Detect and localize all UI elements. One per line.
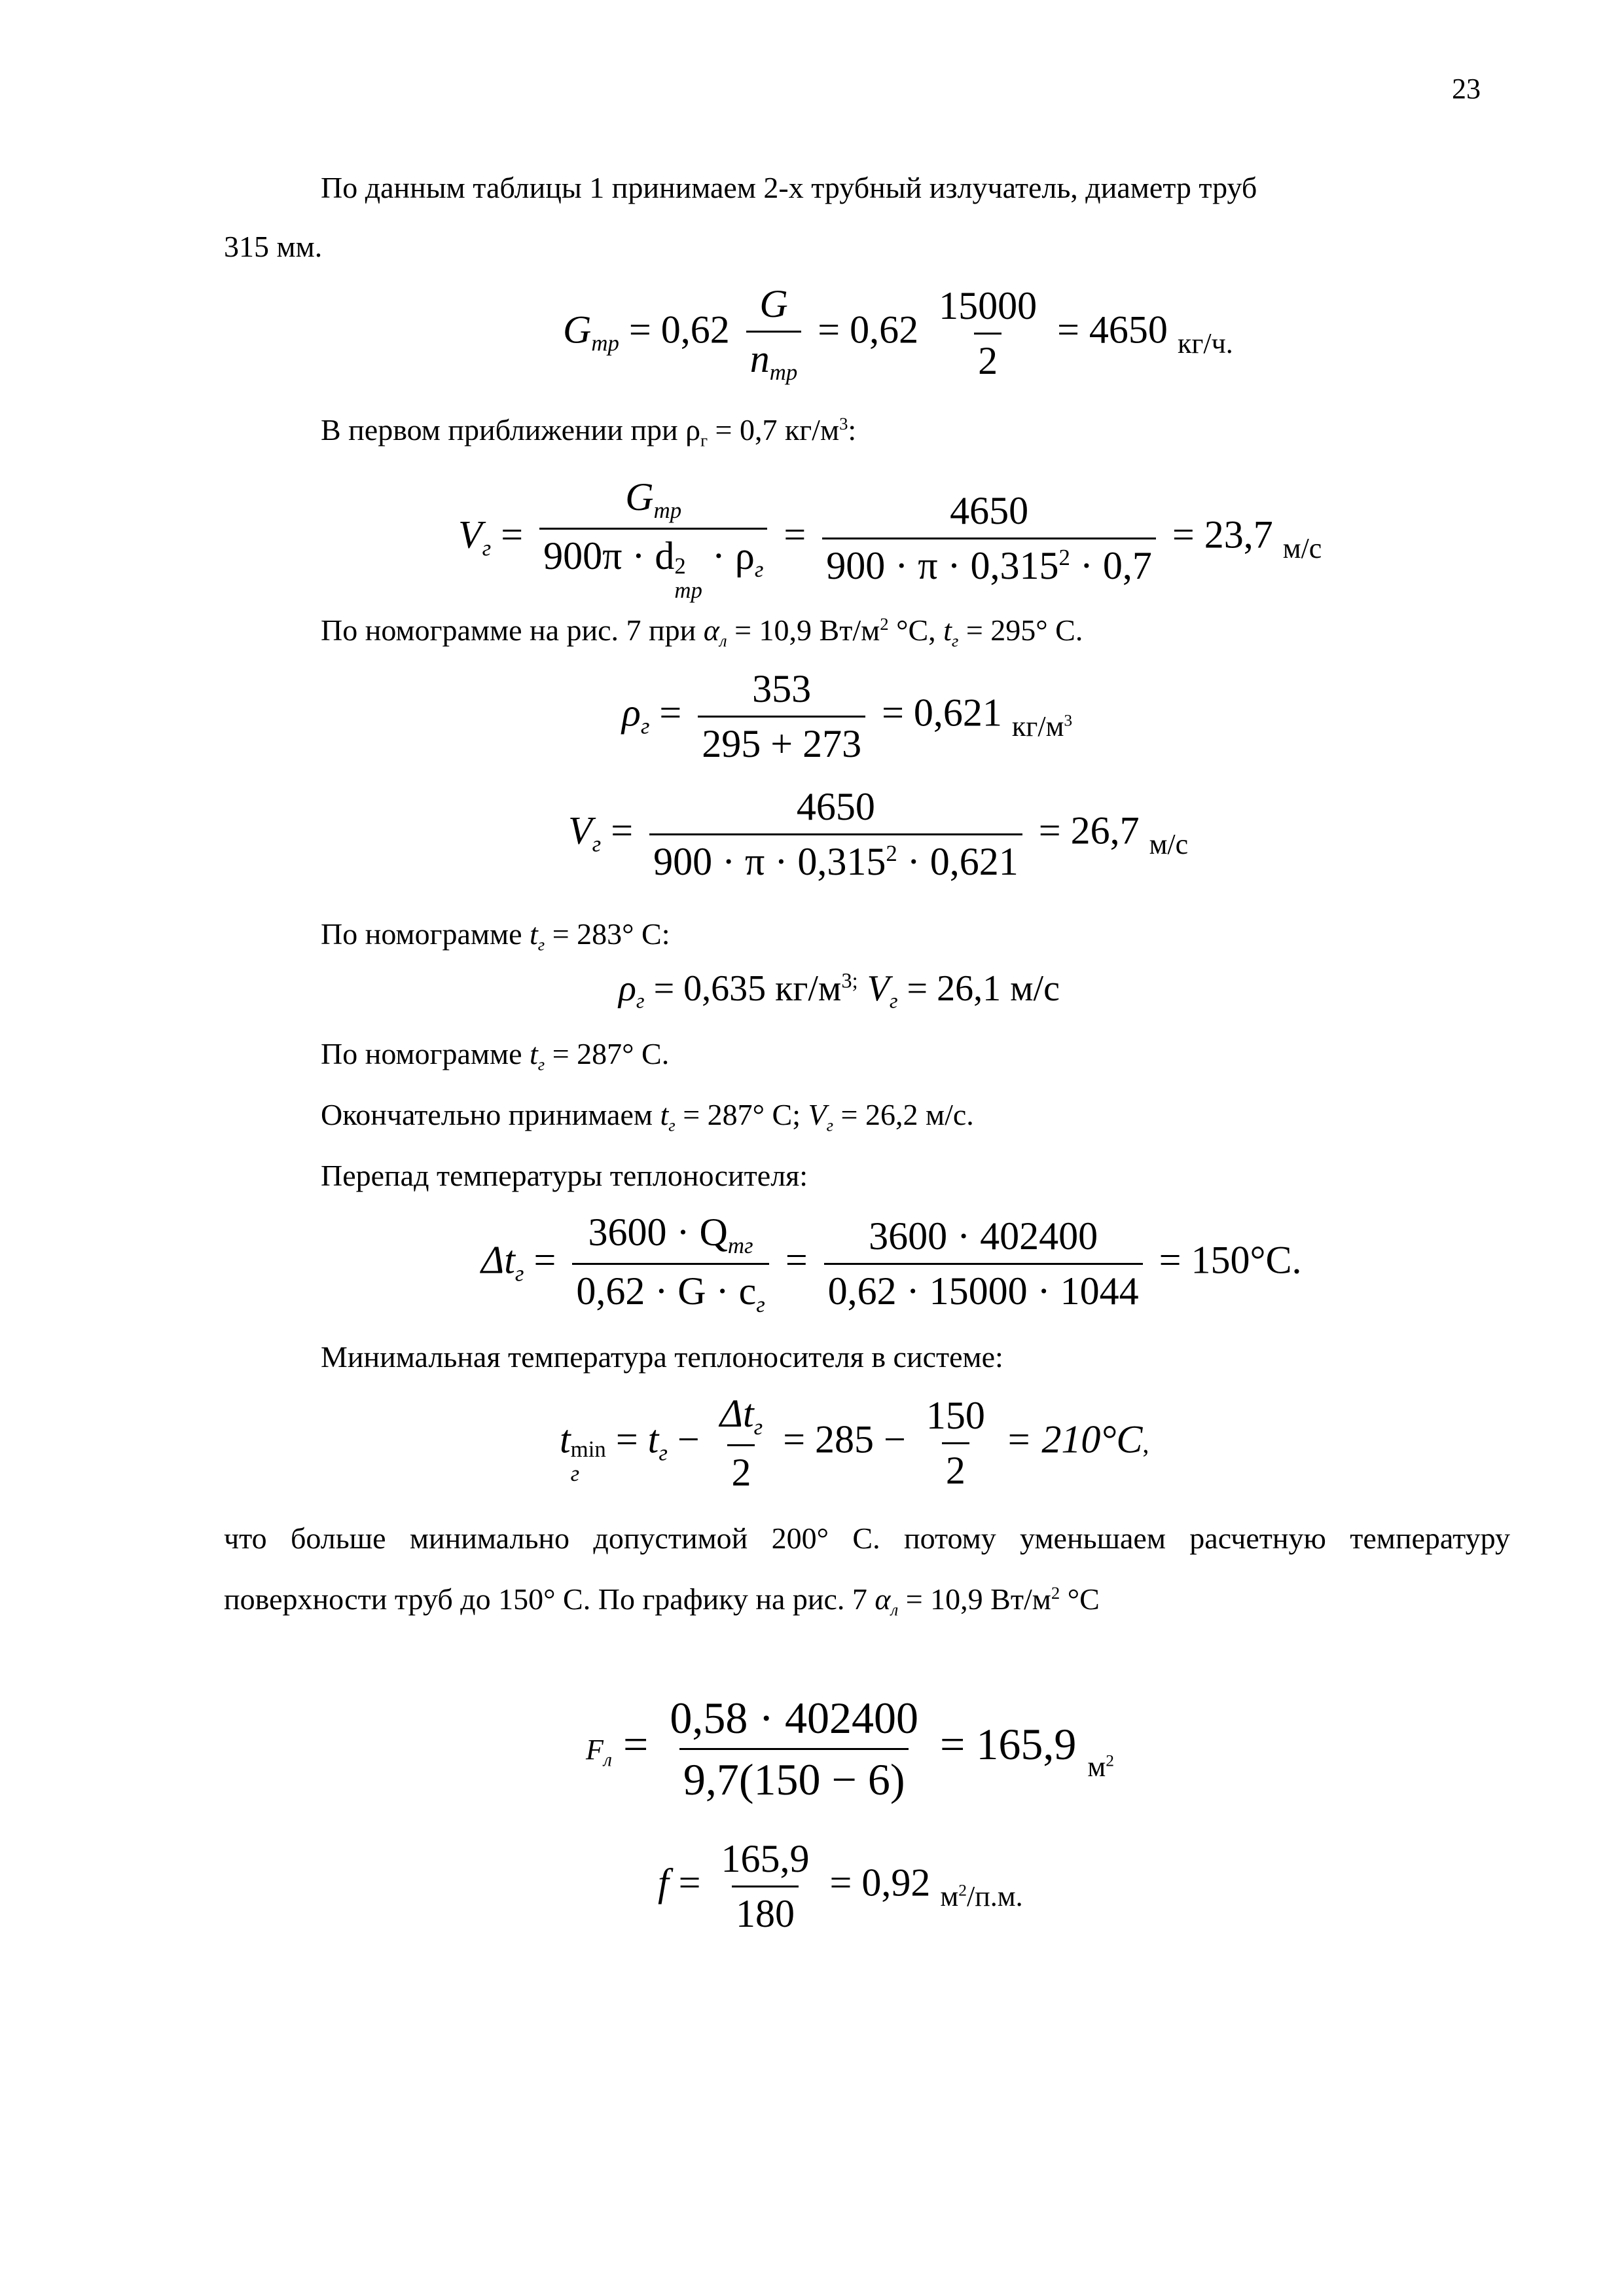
fraction (572, 1210, 769, 1318)
text-symbol: t (660, 1098, 669, 1131)
eq-symbol: t (560, 1417, 571, 1461)
text-run: = 10,9 Вт/м (898, 1582, 1051, 1616)
eq-text: = (611, 809, 634, 852)
eq-text: = (659, 691, 682, 735)
text-symbol: α (703, 613, 719, 647)
paragraph-line: что больше минимально допустимой 200° С. потому уменьшаем расчетную температуру (224, 1522, 1510, 1555)
eq-text: = 0,621 (882, 691, 1002, 735)
eq-unit-text: кг/м (1011, 710, 1064, 743)
fraction-numerator: 353 (752, 667, 812, 710)
text-subscript: г (826, 1115, 834, 1135)
fraction-denominator (539, 528, 767, 602)
eq-symbol: F (586, 1734, 604, 1766)
text-run: = 287° С. (545, 1037, 670, 1070)
eq-text: · 0,7 (1070, 544, 1152, 588)
fraction-numerator: G (759, 282, 788, 325)
fraction-denominator: 0,62 · 15000 · 1044 (824, 1263, 1143, 1314)
text-superscript: 2 (1051, 1583, 1060, 1603)
text-symbol: α (875, 1582, 891, 1616)
text-run: = 283° С: (545, 917, 670, 951)
eq-subscript: г (592, 831, 602, 857)
fraction-denominator: 2 (974, 333, 1001, 384)
equation-gas-velocity-1 (458, 475, 1322, 602)
fraction-numerator (621, 475, 685, 528)
eq-text: = 0,92 (829, 1861, 931, 1904)
eq-unit-text: м (940, 1880, 959, 1913)
eq-unit: кг/ч. (1177, 327, 1233, 360)
eq-symbol: ρ (622, 691, 641, 735)
eq-supsub (674, 555, 702, 602)
eq-unit (1087, 1751, 1114, 1783)
text-subscript: г (951, 630, 959, 651)
fraction-numerator: 150 (926, 1394, 985, 1438)
eq-subscript: тг (727, 1233, 753, 1259)
eq-symbol: V (867, 968, 890, 1009)
fraction (824, 1214, 1143, 1314)
eq-superscript: 2 (958, 1880, 967, 1900)
fraction-numerator: 165,9 (721, 1837, 810, 1880)
paragraph-line: По данным таблицы 1 принимаем 2-х трубный излучатель, диаметр труб (321, 171, 1257, 204)
eq-subscript: г (636, 989, 645, 1013)
eq-symbol: G (563, 308, 592, 352)
text-symbol: t (530, 917, 538, 951)
eq-subscript: г (889, 989, 898, 1013)
text-run: = 295° С. (958, 613, 1083, 647)
fraction-numerator: 0,58 · 402400 (670, 1693, 918, 1743)
eq-superscript: min (570, 1436, 606, 1463)
fraction (666, 1692, 922, 1806)
text-run: = 287° С; (675, 1098, 808, 1131)
eq-text: = 0,62 (628, 308, 730, 352)
paragraph-line (321, 414, 856, 450)
fraction-denominator: 180 (732, 1886, 799, 1937)
fraction (822, 488, 1156, 589)
eq-supsub (571, 1438, 606, 1485)
text-run: = 26,2 м/с. (833, 1098, 974, 1131)
equation-g-tube (563, 282, 1233, 386)
eq-symbol: Δt (481, 1238, 515, 1282)
fraction (539, 475, 767, 602)
equation-specific-area (658, 1836, 1023, 1937)
eq-superscript: 3 (1064, 710, 1073, 730)
eq-unit (1012, 710, 1072, 742)
eq-unit-text: /п.м. (966, 1880, 1023, 1913)
eq-subscript: г (482, 535, 492, 561)
eq-unit-text: м (1087, 1751, 1106, 1783)
fraction-denominator: 2 (727, 1444, 755, 1495)
paragraph-line: Минимальная температура теплоносителя в системе: (321, 1340, 1003, 1374)
fraction-denominator (572, 1263, 769, 1318)
fraction (746, 282, 802, 386)
eq-text: = (785, 1238, 808, 1282)
fraction-numerator: 3600 · 402400 (869, 1214, 1098, 1258)
equation-temperature-drop (481, 1210, 1301, 1318)
paragraph-line (321, 614, 1083, 651)
eq-symbol: n (749, 337, 770, 380)
eq-text: = 26,1 м/с (897, 968, 1060, 1009)
eq-superscript: 2 (674, 553, 686, 579)
fraction-denominator (822, 538, 1156, 589)
text-run: = 10,9 Вт/м (727, 613, 880, 647)
eq-text: = 0,635 кг/м (644, 968, 842, 1009)
fraction (716, 1391, 767, 1495)
text-run: По номограмме на рис. 7 при (321, 613, 704, 647)
eq-text: = (615, 1417, 638, 1461)
eq-subscript: г (570, 1460, 580, 1486)
eq-subscript: г (754, 556, 764, 583)
text-run: = 0,7 кг/м (708, 413, 840, 446)
eq-text: · 0,621 (897, 840, 1019, 883)
eq-superscript: 2 (1106, 1751, 1114, 1770)
eq-subscript: тр (653, 498, 682, 524)
eq-unit: м/с (1282, 532, 1322, 565)
text-subscript: л (719, 630, 727, 651)
paragraph-line (321, 918, 670, 955)
eq-symbol: t (647, 1417, 659, 1461)
fraction-numerator (585, 1210, 757, 1263)
eq-subscript: тр (674, 577, 702, 603)
paragraph-line (321, 1099, 974, 1135)
eq-symbol: f (658, 1861, 669, 1904)
eq-subscript: л (603, 1749, 612, 1771)
eq-text: = 0,62 (818, 308, 919, 352)
eq-text: 3600 · Q (588, 1211, 728, 1254)
eq-text: = 285 − (783, 1417, 906, 1461)
fraction-denominator: 2 (942, 1442, 969, 1493)
eq-text: 0,62 · G · c (576, 1269, 757, 1313)
fraction (649, 784, 1022, 884)
eq-superscript: 2 (1058, 545, 1070, 571)
eq-text: = 4650 (1057, 308, 1168, 352)
eq-text: = (623, 1719, 649, 1770)
fraction (698, 666, 865, 767)
fraction (922, 1393, 989, 1493)
text-run: : (848, 413, 857, 446)
eq-subscript: г (640, 713, 650, 739)
fraction (935, 283, 1041, 384)
fraction-denominator (649, 833, 1022, 884)
text-run: °C, (888, 613, 944, 647)
eq-text: 900π · d (543, 534, 675, 578)
text-run: поверхности труб до 150° С. По графику на рис. 7 (224, 1582, 875, 1616)
eq-subscript: г (659, 1440, 668, 1466)
eq-subscript: тр (591, 330, 619, 356)
text-superscript: 2 (880, 614, 889, 634)
fraction-denominator: 295 + 273 (698, 716, 865, 767)
fraction-numerator (716, 1391, 767, 1444)
eq-text: 900 · π · 0,315 (653, 840, 886, 883)
equation-min-temperature (560, 1391, 1149, 1495)
paragraph-line (224, 1583, 1100, 1620)
fraction-denominator (746, 331, 802, 386)
eq-subscript: г (753, 1414, 763, 1440)
fraction-numerator: 15000 (939, 284, 1038, 328)
equation-gas-density-1 (622, 666, 1072, 767)
eq-symbol: G (625, 475, 654, 519)
eq-text: = (533, 1238, 556, 1282)
text-run: Окончательно принимаем (321, 1098, 660, 1131)
equation-radiant-area (586, 1692, 1114, 1806)
eq-text: · ρ (702, 534, 755, 578)
text-run: По номограмме (321, 1037, 530, 1070)
eq-unit (940, 1880, 1022, 1912)
fraction-numerator: 4650 (950, 489, 1029, 533)
eq-subscript: г (514, 1260, 524, 1286)
eq-text: = 23,7 (1172, 513, 1273, 556)
eq-text: , (1142, 1429, 1149, 1459)
fraction-denominator: 9,7(150 − 6) (679, 1748, 909, 1806)
text-symbol: t (530, 1037, 538, 1070)
text-subscript: л (890, 1599, 899, 1620)
paragraph-line (321, 1038, 669, 1074)
text-superscript: 3 (839, 414, 848, 433)
eq-text: − (677, 1417, 700, 1461)
text-subscript: г (537, 934, 545, 955)
text-run: °C (1060, 1582, 1100, 1616)
text-subscript: г (668, 1115, 676, 1135)
eq-subscript: г (756, 1292, 765, 1318)
paragraph-line: 315 мм. (224, 230, 323, 263)
page-number: 23 (1452, 73, 1481, 105)
eq-text: = (501, 513, 524, 556)
eq-superscript: 3; (841, 969, 858, 993)
text-symbol: t (943, 613, 952, 647)
eq-unit: м/с (1149, 828, 1189, 861)
eq-text: = 210°C (1005, 1417, 1143, 1461)
fraction (717, 1836, 814, 1937)
equation-density-velocity (619, 968, 1060, 1013)
fraction-numerator: 4650 (796, 785, 875, 828)
text-run: По номограмме (321, 917, 530, 951)
eq-text: = 150°C. (1159, 1238, 1302, 1282)
text-run: В первом приближении при ρ (321, 413, 701, 446)
eq-symbol: V (568, 809, 592, 852)
paragraph-line: Перепад температуры теплоносителя: (321, 1159, 808, 1192)
eq-text: = (784, 513, 806, 556)
text-subscript: г (700, 430, 708, 450)
eq-symbol: ρ (619, 968, 636, 1009)
eq-text: 900 · π · 0,315 (826, 544, 1059, 588)
eq-text: = 26,7 (1038, 809, 1140, 852)
text-subscript: г (537, 1054, 545, 1074)
eq-text: = 165,9 (940, 1719, 1077, 1770)
equation-gas-velocity-2 (568, 784, 1188, 884)
eq-symbol: Δt (719, 1392, 754, 1435)
eq-superscript: 2 (886, 841, 897, 867)
eq-subscript: тр (769, 359, 798, 386)
text-symbol: V (808, 1098, 827, 1131)
eq-text: = (678, 1861, 701, 1904)
eq-symbol: V (458, 513, 482, 556)
